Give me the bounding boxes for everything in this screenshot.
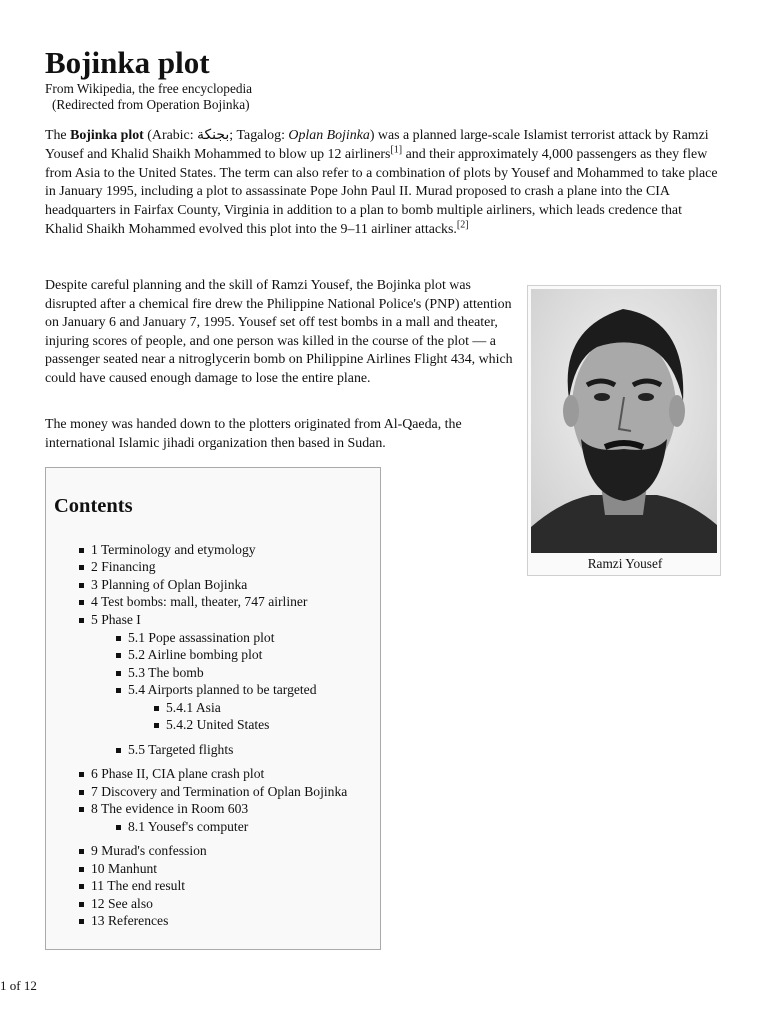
paragraph-disruption: Despite careful planning and the skill of Ramzi Yousef, the Bojinka plot was disrupted after a chemical fire drew the Philippine National Police's (PNP) attention on January 6 and January 7, 1995. Yousef set off test bombs in a mall and theater, injuring scores of people, and one person was killed in the course of the plot — a passenger seated near a nitroglycerin bomb on Philippine Airlines Flight 434, which could have caused enough damage to lose the entire plane. — [45, 278, 513, 386]
toc-title: Contents — [54, 495, 133, 517]
toc-item[interactable]: 5.2 Airline bombing plot — [128, 647, 263, 662]
text-run: The — [45, 128, 71, 143]
toc-item[interactable]: 8.1 Yousef's computer — [128, 819, 249, 834]
intro-paragraph — [45, 127, 721, 240]
infobox — [527, 285, 721, 576]
toc-item[interactable]: 8 The evidence in Room 603 — [91, 801, 249, 816]
portrait-photo — [531, 289, 717, 553]
image-caption: Ramzi Yousef — [587, 556, 663, 571]
toc-item[interactable]: 11 The end result — [91, 878, 186, 893]
toc-item[interactable]: 5.5 Targeted flights — [128, 742, 234, 757]
toc-item[interactable]: 5.4 Airports planned to be targeted — [128, 682, 317, 697]
toc-item[interactable]: 5 Phase I — [91, 612, 141, 627]
paragraph-funding: The money was handed down to the plotters originated from Al-Qaeda, the international Islamic jihadi organization then based in Sudan. — [45, 417, 462, 451]
page-title: Bojinka plot — [45, 45, 210, 80]
toc-item[interactable]: 5.4.2 United States — [166, 717, 270, 732]
reference-link[interactable]: [1] — [390, 144, 403, 156]
source-subtitle: From Wikipedia, the free encyclopedia — [45, 81, 253, 96]
text-run: and their approximately 4,000 passengers as they flew from Asia to the United States. The term can also refer to a combination of plots by Yousef and Mohammed to take place in January 1995, including a plot to assassinate Pope John Paul II. Murad proposed to crash a plane into the CIA headquarters in Fairfax County, Virginia in addition to a plan to bomb multiple airliners, which leads credence that Khalid Shaikh Mohammed evolved this plot into the 9–11 airliner attacks. — [45, 146, 718, 237]
toc-item[interactable]: 7 Discovery and Termination of Oplan Bojinka — [91, 784, 348, 799]
redirect-note[interactable]: (Redirected from Operation Bojinka) — [52, 97, 250, 112]
portrait-image — [531, 289, 717, 553]
toc-item[interactable]: 2 Financing — [91, 559, 156, 574]
reference-link[interactable]: [2] — [456, 219, 469, 231]
text-run: (Arabic: بجنكة; Tagalog: — [143, 128, 289, 143]
toc-item[interactable]: 4 Test bombs: mall, theater, 747 airliner — [91, 594, 308, 609]
table-of-contents — [45, 467, 381, 950]
toc-item[interactable]: 5.1 Pope assassination plot — [128, 630, 275, 645]
toc-list — [46, 468, 380, 949]
toc-item[interactable]: 9 Murad's confession — [91, 843, 207, 858]
toc-item[interactable]: 6 Phase II, CIA plane crash plot — [91, 766, 265, 781]
toc-item[interactable]: 12 See also — [91, 896, 153, 911]
toc-item[interactable]: 10 Manhunt — [91, 861, 158, 876]
toc-item[interactable]: 13 References — [91, 913, 169, 928]
text-run: ) was a planned large-scale Islamist terrorist attack by Ramzi Yousef and Khalid Shaikh Mohammed to blow up 12 airliners — [45, 128, 709, 162]
toc-item[interactable]: 5.4.1 Asia — [166, 700, 221, 715]
toc-item[interactable]: 1 Terminology and etymology — [91, 542, 256, 557]
page-number: 1 of 12 — [0, 978, 37, 993]
italic-term: Oplan Bojinka — [288, 128, 370, 143]
bold-term: Bojinka plot — [70, 128, 144, 143]
toc-item[interactable]: 5.3 The bomb — [128, 665, 204, 680]
toc-item[interactable]: 3 Planning of Oplan Bojinka — [91, 577, 248, 592]
